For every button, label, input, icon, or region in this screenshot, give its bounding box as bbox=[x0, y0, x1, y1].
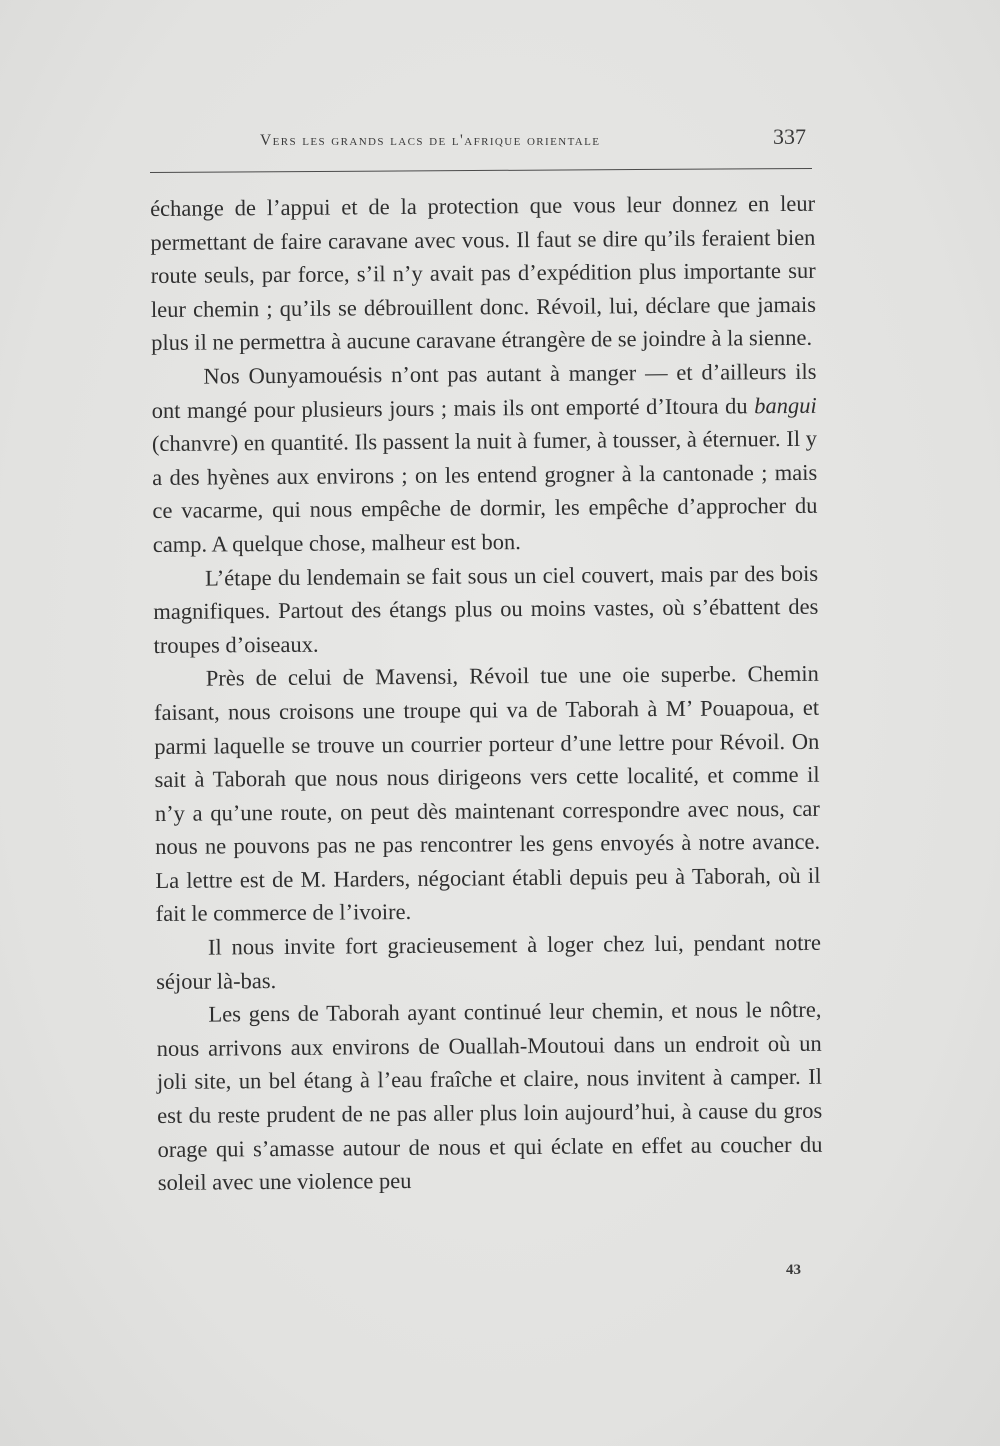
italic-term: bangui bbox=[754, 392, 817, 418]
page-number: 337 bbox=[773, 124, 806, 149]
paragraph-5: Il nous invite fort gracieusement à loger chez lui, pendant notre séjour là-bas. bbox=[156, 929, 822, 994]
header-rule bbox=[150, 168, 812, 173]
paragraph-2-start: Nos Ounyamouésis n’ont pas autant à manger — et d’ailleurs ils ont mangé pour plusieurs jours ; mais ils ont emporté d’Itoura du bbox=[151, 358, 817, 423]
running-head bbox=[150, 122, 812, 158]
paragraph-2-end: (chanvre) en quantité. Ils passent la nuit à fumer, à tousser, à éternuer. Il y a des hyènes aux environs ; on les entend grogner à la cantonade ; mais ce vacarme, qui nous empêche de dormir, les empêche d’approcher du camp. A quelque chose, malheur est bon. bbox=[151, 425, 818, 557]
body-text bbox=[150, 187, 823, 1200]
signature-mark: 43 bbox=[786, 1262, 801, 1278]
paragraph-1: échange de l’appui et de la protection que vous leur donnez en leur permettant de faire caravane avec vous. Il faut se dire qu’ils feraient bien route seuls, par force, s’il n’y avait pas d’expédition plus importante sur leur chemin ; qu’ils se débrouillent donc. Révoil, lui, déclare que jamais plus il ne permettra à aucune caravane étrangère de se joindre à la sienne. bbox=[150, 190, 816, 356]
paragraph-3: L’étape du lendemain se fait sous un ciel couvert, mais par des bois magnifiques. Partout des étangs plus ou moins vastes, où s’ébattent des troupes d’oiseaux. bbox=[153, 560, 819, 658]
paragraph-2 bbox=[151, 355, 818, 562]
paragraph-6: Les gens de Taborah ayant continué leur chemin, et nous le nôtre, nous arrivons aux environs de Ouallah-Moutoui dans un endroit où un joli site, un bel étang à l’eau fraîche et claire, nous invitent à camper. Il est du reste prudent de ne pas aller plus loin aujourd’hui, à cause du gros orage qui s’amasse autour de nous et qui éclate en effet au coucher du soleil avec une violence peu bbox=[156, 997, 823, 1196]
running-title: Vers les grands lacs de l'afrique orientale bbox=[260, 132, 601, 149]
paragraph-4: Près de celui de Mavensi, Révoil tue une oie superbe. Chemin faisant, nous croisons une troupe qui va de Taborah à M’ Pouapoua, et parmi laquelle se trouve un courrier porteur d’une lettre pour Révoil. On sait à Taborah que nous nous dirigeons vers cette localité, et comme il n’y a qu’une route, on peut dès maintenant correspondre avec nous, car nous ne pouvons pas ne pas rencontrer les gens envoyés à notre avance. La lettre est de M. Harders, négociant établi depuis peu à Taborah, où il fait le commerce de l’ivoire. bbox=[153, 661, 821, 927]
